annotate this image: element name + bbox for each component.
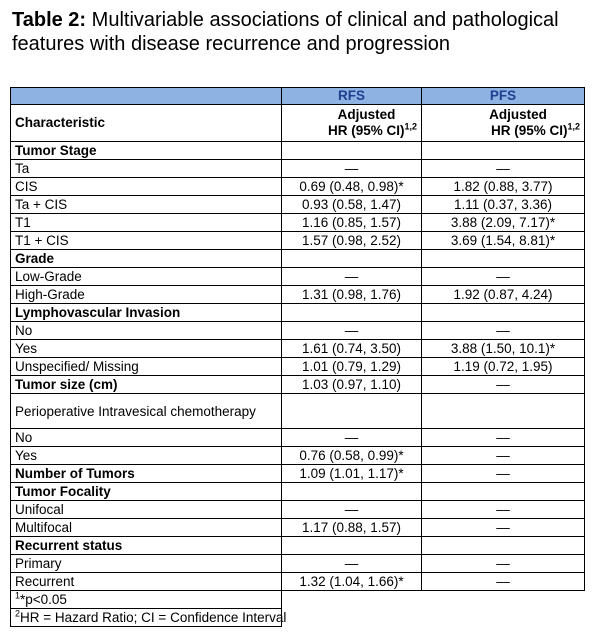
footnote-row — [11, 591, 585, 609]
table-row — [11, 286, 585, 304]
rfs-value: 1.57 (0.98, 2.52) — [282, 232, 422, 250]
table-row — [11, 501, 585, 519]
footnote-text: HR = Hazard Ratio; CI = Confidence Interval — [20, 610, 287, 625]
rfs-value: — — [282, 322, 422, 340]
row-label: Tumor Stage — [11, 142, 282, 160]
table-row — [11, 214, 585, 232]
rfs-value: 1.61 (0.74, 3.50) — [282, 340, 422, 358]
rfs-value: 0.69 (0.48, 0.98)* — [282, 178, 422, 196]
table-row — [11, 142, 585, 160]
table-row — [11, 322, 585, 340]
pfs-value: 1.11 (0.37, 3.36) — [422, 196, 585, 214]
row-label: Yes — [11, 340, 282, 358]
table-row — [11, 447, 585, 465]
rfs-hr-label — [286, 123, 417, 139]
pfs-value: — — [422, 501, 585, 519]
row-label: Multifocal — [11, 519, 282, 537]
rfs-value: — — [282, 501, 422, 519]
pfs-value: — — [422, 268, 585, 286]
rfs-value: 0.93 (0.58, 1.47) — [282, 196, 422, 214]
rfs-value: 1.17 (0.88, 1.57) — [282, 519, 422, 537]
rfs-value — [282, 537, 422, 555]
rfs-value — [282, 142, 422, 160]
pfs-value: 1.82 (0.88, 3.77) — [422, 178, 585, 196]
rfs-value: 1.09 (1.01, 1.17)* — [282, 465, 422, 483]
rfs-value: 1.32 (1.04, 1.66)* — [282, 573, 422, 591]
rfs-value — [282, 394, 422, 429]
pfs-value — [422, 250, 585, 268]
row-label: CIS — [11, 178, 282, 196]
rfs-value: — — [282, 268, 422, 286]
row-label: T1 — [11, 214, 282, 232]
footnote-cell — [11, 591, 282, 609]
column-header-rfs-hr — [282, 105, 422, 142]
rfs-value — [282, 304, 422, 322]
row-label: Unspecified/ Missing — [11, 358, 282, 376]
table-row — [11, 250, 585, 268]
footnote-marker: 1 — [15, 590, 21, 601]
pfs-value: — — [422, 519, 585, 537]
table-row — [11, 537, 585, 555]
pfs-value — [422, 142, 585, 160]
table-row — [11, 376, 585, 394]
row-label: Unifocal — [11, 501, 282, 519]
footnote-cell — [11, 608, 287, 627]
group-header-pfs: PFS — [422, 88, 585, 105]
row-label: T1 + CIS — [11, 232, 282, 250]
pfs-value: — — [422, 555, 585, 573]
rfs-value: 1.16 (0.85, 1.57) — [282, 214, 422, 232]
table-row — [11, 394, 585, 429]
pfs-value — [422, 394, 585, 429]
row-label: Low-Grade — [11, 268, 282, 286]
row-label: Number of Tumors — [11, 465, 282, 483]
footnote-marker: 2 — [15, 608, 21, 619]
table-row — [11, 268, 585, 286]
row-label: No — [11, 429, 282, 447]
row-label: Recurrent status — [11, 537, 282, 555]
results-table — [10, 87, 585, 627]
column-header-characteristic: Characteristic — [11, 105, 282, 142]
group-header-row — [11, 88, 585, 105]
rfs-value: 1.01 (0.79, 1.29) — [282, 358, 422, 376]
rfs-value: 1.03 (0.97, 1.10) — [282, 376, 422, 394]
row-label: No — [11, 322, 282, 340]
table-row — [11, 232, 585, 250]
pfs-value — [422, 537, 585, 555]
pfs-hr-sup: 1,2 — [567, 121, 580, 132]
row-label: Perioperative Intravesical chemotherapy — [11, 394, 282, 429]
column-header-pfs-hr — [422, 105, 585, 142]
row-label: Primary — [11, 555, 282, 573]
row-label: Grade — [11, 250, 282, 268]
table-row — [11, 160, 585, 178]
pfs-value: — — [422, 447, 585, 465]
rfs-value: 1.31 (0.98, 1.76) — [282, 286, 422, 304]
caption-label: Table 2: — [12, 9, 87, 31]
table-row — [11, 340, 585, 358]
row-label: Recurrent — [11, 573, 282, 591]
table-row — [11, 304, 585, 322]
row-label: Tumor Focality — [11, 483, 282, 501]
table-row — [11, 465, 585, 483]
pfs-value: 3.88 (1.50, 10.1)* — [422, 340, 585, 358]
table-caption — [12, 8, 602, 56]
table-row — [11, 196, 585, 214]
table-row — [11, 519, 585, 537]
table-row — [11, 429, 585, 447]
group-header-rfs: RFS — [282, 88, 422, 105]
pfs-value: 3.88 (2.09, 7.17)* — [422, 214, 585, 232]
pfs-hr-text: HR (95% CI) — [490, 123, 568, 138]
table-row — [11, 178, 585, 196]
pfs-value: — — [422, 429, 585, 447]
group-header-blank — [11, 88, 282, 105]
pfs-value: — — [422, 465, 585, 483]
pfs-value: — — [422, 322, 585, 340]
rfs-value: — — [282, 429, 422, 447]
table-row — [11, 358, 585, 376]
rfs-hr-text: HR (95% CI) — [327, 123, 405, 138]
table-row — [11, 483, 585, 501]
row-label: Yes — [11, 447, 282, 465]
caption-text: Multivariable associations of clinical and pathological features with disease recurrence and progression — [12, 9, 559, 55]
row-label: Ta + CIS — [11, 196, 282, 214]
table-row — [11, 555, 585, 573]
rfs-value — [282, 250, 422, 268]
pfs-value: 1.19 (0.72, 1.95) — [422, 358, 585, 376]
pfs-hr-label — [426, 123, 580, 139]
row-label: Ta — [11, 160, 282, 178]
pfs-value: — — [422, 573, 585, 591]
column-header-row — [11, 105, 585, 142]
rfs-value — [282, 483, 422, 501]
pfs-adjusted-label: Adjusted — [489, 107, 547, 122]
pfs-value — [422, 483, 585, 501]
rfs-hr-sup: 1,2 — [404, 121, 417, 132]
pfs-value: — — [422, 160, 585, 178]
pfs-value — [422, 304, 585, 322]
row-label: High-Grade — [11, 286, 282, 304]
rfs-value: — — [282, 160, 422, 178]
rfs-value: 0.76 (0.58, 0.99)* — [282, 447, 422, 465]
table-row — [11, 573, 585, 591]
footnote-row — [11, 609, 585, 627]
row-label: Tumor size (cm) — [11, 376, 282, 394]
pfs-value: — — [422, 376, 585, 394]
pfs-value: 3.69 (1.54, 8.81)* — [422, 232, 585, 250]
pfs-value: 1.92 (0.87, 4.24) — [422, 286, 585, 304]
row-label: Lymphovascular Invasion — [11, 304, 282, 322]
footnote-text: *p<0.05 — [20, 592, 67, 607]
rfs-adjusted-label: Adjusted — [337, 107, 396, 122]
rfs-value: — — [282, 555, 422, 573]
